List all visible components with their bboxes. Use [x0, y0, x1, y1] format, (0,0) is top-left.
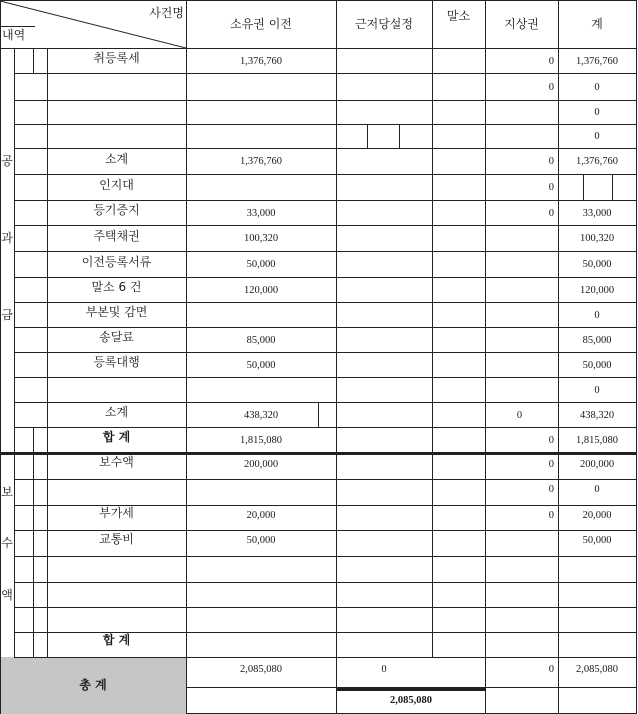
column-rule: [33, 48, 34, 73]
public-row-cancel: [432, 279, 485, 302]
public-row-mortgage: [336, 253, 432, 277]
public-row-total: 50,000: [582, 259, 612, 270]
col-cancel-header: 말소: [446, 9, 471, 23]
public-row-item: 합 계: [102, 430, 131, 444]
fee-row-cancel: [432, 607, 485, 628]
fee-row-total: 20,000: [582, 510, 612, 521]
public-row-surface-right: [485, 279, 554, 302]
public-row-ownership: [186, 102, 336, 124]
public-row-cancel: [432, 354, 485, 377]
fee-row-total: 50,000: [582, 535, 612, 546]
public-row-total: 33,000: [582, 208, 612, 219]
public-row-ownership: 33,000: [246, 208, 276, 219]
fee-row-ownership: [186, 556, 336, 578]
public-row-ownership: [186, 75, 336, 100]
public-row-item: 등록대행: [93, 355, 140, 369]
public-row-item: [47, 377, 186, 398]
fee-row-surface-right: [485, 530, 554, 552]
fee-row-mortgage: [336, 479, 432, 501]
public-row-mortgage: [336, 176, 432, 200]
col-ownership-transfer-header: 소유권 이전: [230, 17, 292, 31]
public-row-surface-right: [485, 102, 554, 124]
public-row-ownership: 85,000: [246, 335, 276, 346]
fee-section-side-char: 수: [1, 536, 13, 550]
public-row-mortgage: [336, 50, 432, 73]
public-row-item: 송달료: [99, 330, 134, 344]
fee-row-mortgage: [336, 607, 432, 628]
fee-row-mortgage: [336, 454, 432, 475]
public-row-item: 소계: [104, 152, 129, 166]
fee-row-mortgage: [336, 505, 432, 526]
public-row-total: 0: [594, 82, 600, 93]
fee-row-mortgage: [336, 632, 432, 653]
column-rule: [33, 427, 34, 452]
public-row-surface-right: 0: [548, 182, 554, 193]
grand-total-total: 2,085,080: [576, 664, 618, 675]
fee-row-mortgage: [336, 530, 432, 552]
public-row-cancel: [432, 429, 485, 452]
fee-section-side-char: 액: [1, 588, 13, 602]
public-row-surface-right: 0: [548, 435, 554, 446]
public-row-total: 1,815,080: [576, 435, 618, 446]
public-row-total: 85,000: [582, 335, 612, 346]
grand-total-overall: 2,085,080: [390, 695, 432, 706]
fee-row-cancel: [432, 530, 485, 552]
public-row-cancel: [432, 126, 485, 148]
fee-row-item: 부가세: [99, 506, 134, 520]
fee-row-item: 보수액: [99, 455, 134, 469]
public-row-cancel: [432, 329, 485, 352]
public-row-ownership: 1,815,080: [240, 435, 282, 446]
public-row-mortgage: [336, 354, 432, 377]
public-row-mortgage: [336, 126, 432, 148]
detail-label: 내역: [2, 28, 26, 42]
public-row-item: 소계: [104, 405, 129, 419]
fee-row-cancel: [432, 505, 485, 526]
public-row-total: 0: [594, 385, 600, 396]
public-row-mortgage: [336, 329, 432, 352]
public-row-total: 100,320: [579, 233, 615, 244]
public-row-ownership: 1,376,760: [240, 56, 282, 67]
fee-row-item: 합 계: [102, 633, 131, 647]
public-row-total: 1,376,760: [576, 156, 618, 167]
public-row-cancel: [432, 202, 485, 225]
public-row-cancel: [432, 253, 485, 277]
public-row-surface-right: [485, 304, 554, 327]
public-row-cancel: [432, 404, 485, 427]
fee-row-item: [47, 580, 186, 601]
col-surface-right-header: 지상권: [504, 17, 539, 31]
public-row-ownership: [186, 126, 336, 148]
public-row-mortgage: [336, 102, 432, 124]
public-row-surface-right: [485, 354, 554, 377]
fee-row-cancel: [432, 556, 485, 578]
fee-row-mortgage: [336, 556, 432, 578]
fee-row-total: [558, 582, 636, 603]
fee-row-total: 0: [594, 484, 600, 495]
public-row-ownership: 438,320: [243, 410, 279, 421]
public-row-item: 말소 6 건: [91, 280, 142, 294]
fee-row-item: [47, 477, 186, 499]
public-row-cancel: [432, 75, 485, 100]
public-row-total: 0: [594, 310, 600, 321]
public-row-cancel: [432, 304, 485, 327]
col-mortgage-header: 근저당설정: [355, 17, 413, 31]
public-row-ownership: [186, 304, 336, 327]
fee-row-mortgage: [336, 582, 432, 603]
public-row-surface-right: [485, 253, 554, 277]
fee-row-surface-right: [485, 582, 554, 603]
public-row-ownership: 50,000: [246, 259, 276, 270]
public-row-surface-right: 0: [516, 410, 523, 421]
public-row-total: 120,000: [579, 285, 615, 296]
fee-row-cancel: [432, 632, 485, 653]
public-row-mortgage: [336, 429, 432, 452]
public-row-cancel: [432, 102, 485, 124]
public-row-total: 0: [594, 131, 600, 142]
public-row-total: 438,320: [579, 410, 615, 421]
public-row-item: 인지대: [99, 178, 134, 192]
fee-row-total: 200,000: [579, 459, 615, 470]
public-row-surface-right: 0: [548, 56, 554, 67]
public-row-mortgage: [336, 150, 432, 174]
public-row-cancel: [432, 227, 485, 251]
fee-row-item: [47, 605, 186, 626]
fee-row-surface-right: 0: [548, 459, 554, 470]
public-row-ownership: [186, 379, 336, 402]
public-row-surface-right: [485, 379, 554, 402]
public-row-item: 취등록세: [93, 51, 140, 65]
fee-row-item: [47, 554, 186, 576]
public-row-mortgage: [336, 404, 432, 427]
public-row-ownership: 50,000: [246, 360, 276, 371]
public-row-surface-right: 0: [548, 82, 554, 93]
fee-row-cancel: [432, 582, 485, 603]
public-row-mortgage: [336, 304, 432, 327]
public-row-cancel: [432, 379, 485, 402]
public-row-item: 이전등록서류: [81, 255, 152, 269]
fee-row-cancel: [432, 479, 485, 501]
fee-row-ownership: 200,000: [243, 459, 279, 470]
public-row-mortgage: [336, 202, 432, 225]
public-row-total: 50,000: [582, 360, 612, 371]
fee-row-surface-right: [485, 607, 554, 628]
fee-row-surface-right: 0: [548, 484, 554, 495]
fee-row-total: [558, 556, 636, 578]
grand-total-ownership: 2,085,080: [240, 664, 282, 675]
fee-row-ownership: [186, 582, 336, 603]
public-section-side-char: 공: [1, 154, 13, 168]
col-total-header: 계: [591, 17, 603, 31]
fee-row-ownership: 20,000: [246, 510, 276, 521]
public-row-mortgage: [336, 379, 432, 402]
public-row-ownership: [186, 176, 336, 200]
fee-row-surface-right: 0: [548, 510, 554, 521]
fee-row-total: [558, 607, 636, 628]
fee-section-side-char: 보: [1, 485, 13, 499]
public-row-surface-right: [485, 329, 554, 352]
public-row-surface-right: 0: [548, 208, 554, 219]
fee-row-cancel: [432, 454, 485, 475]
grand-total-mortgage: 0: [381, 664, 387, 675]
public-row-surface-right: [485, 126, 554, 148]
public-row-item: [47, 100, 186, 120]
public-row-ownership: 120,000: [243, 285, 279, 296]
public-row-cancel: [432, 50, 485, 73]
public-row-ownership: 1,376,760: [240, 156, 282, 167]
public-row-item: 주택채권: [93, 229, 140, 243]
public-row-item: [47, 73, 186, 96]
fee-row-ownership: [186, 479, 336, 501]
public-row-ownership: 100,320: [243, 233, 279, 244]
grand-total-label: 총 계: [79, 678, 107, 692]
public-row-cancel: [432, 176, 485, 200]
public-section-side-char: 금: [1, 308, 13, 322]
public-row-item: 부본및 감면: [85, 305, 148, 319]
public-row-item: [47, 124, 186, 144]
fee-row-ownership: [186, 632, 336, 653]
fee-row-surface-right: [485, 556, 554, 578]
fee-row-item: 교통비: [99, 532, 134, 546]
public-row-total: 1,376,760: [576, 56, 618, 67]
fee-row-total: [558, 632, 636, 653]
public-row-surface-right: 0: [548, 156, 554, 167]
fee-row-ownership: [186, 607, 336, 628]
public-row-cancel: [432, 150, 485, 174]
public-row-mortgage: [336, 227, 432, 251]
public-row-total: 0: [594, 107, 600, 118]
public-row-mortgage: [336, 279, 432, 302]
public-row-surface-right: [485, 227, 554, 251]
fee-row-ownership: 50,000: [246, 535, 276, 546]
public-row-item: 등기증지: [93, 203, 140, 217]
fee-row-surface-right: [485, 632, 554, 653]
public-section-side-char: 과: [1, 231, 13, 245]
public-row-total: [558, 176, 636, 200]
grand-total-surface-right: 0: [548, 664, 554, 675]
public-row-mortgage: [336, 75, 432, 100]
case-name-label: 사건명: [149, 6, 184, 20]
